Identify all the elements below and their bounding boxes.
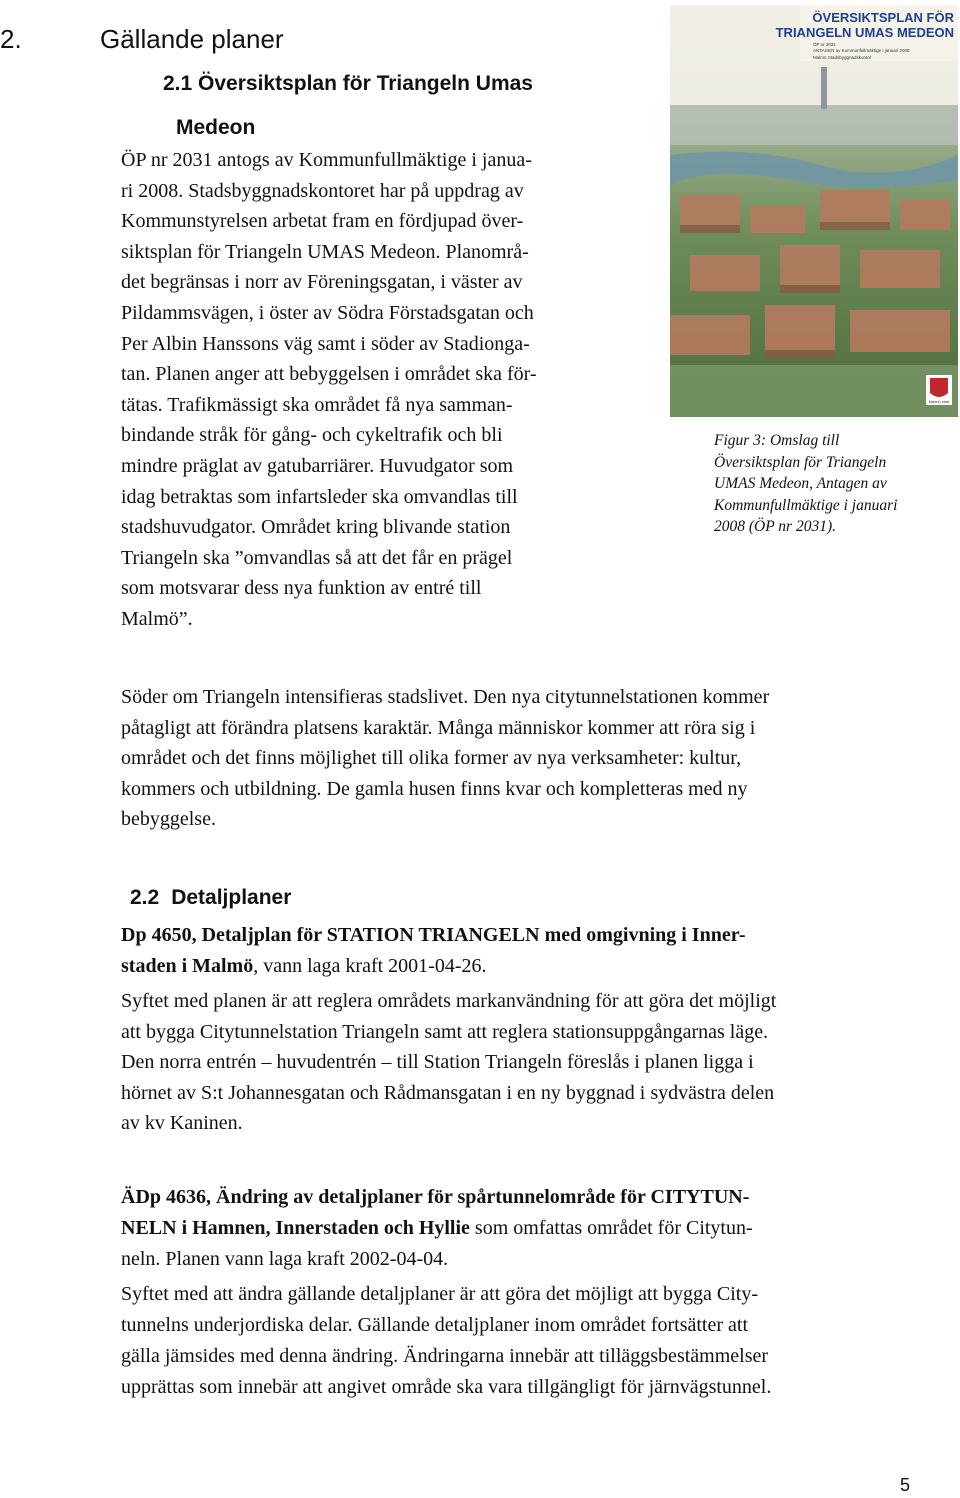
section-2-1-title-cont: Medeon (176, 116, 256, 139)
paragraph-line: området och det finns möjlighet till olika former av nya verksamheter: kultur, (121, 747, 742, 769)
cover-small-line1: ÖP nr 2031 (813, 42, 836, 47)
paragraph-line: mindre präglat av gatubarriärer. Huvudgator som (121, 455, 514, 477)
dp4650-date: , vann laga kraft 2001-04-26. (253, 955, 487, 977)
paragraph-line: upprättas som innebär att angivet område ska vara tillgängligt för järnvägstunnel. (121, 1376, 772, 1398)
paragraph-line: Den norra entrén – huvudentrén – till Station Triangeln föreslås i planen ligga i (121, 1051, 754, 1073)
adp4636-title-rest: som omfattas området för Citytun- (469, 1217, 753, 1239)
paragraph-line: kommers och utbildning. De gamla husen finns kvar och kompletteras med ny (121, 777, 748, 800)
paragraph-line: ÖP nr 2031 antogs av Kommunfullmäktige i janua- (121, 149, 532, 171)
section-2-2-title: Detaljplaner (171, 886, 292, 909)
cover-logo-text: Malmö stad (928, 399, 950, 404)
paragraph-line: att bygga Citytunnelstation Triangeln samt att reglera stationsuppgångarnas läge. (121, 1020, 769, 1043)
dp4650-title-bold: staden i Malmö (121, 955, 254, 977)
section-2-2-number: 2.2 (130, 886, 160, 909)
dp4650-title-cont (121, 951, 486, 982)
section-2-2-heading (130, 884, 291, 912)
paragraph-line: hörnet av S:t Johannesgatan och Rådmansgatan i en ny byggnad i sydvästra delen (121, 1081, 775, 1104)
paragraph-line: Pildammsvägen, i öster av Södra Förstadsgatan och (121, 302, 534, 324)
figure-caption (714, 430, 954, 538)
paragraph-line: stadshuvudgator. Området kring blivande station (121, 516, 511, 539)
cover-small-line3: Malmö Stadsbyggnadskontor (813, 55, 872, 60)
paragraph-line: Syftet med att ändra gällande detaljplaner är att göra det möjligt att bygga City- (121, 1283, 759, 1305)
plan-cover-image (670, 5, 958, 417)
paragraph-line: tätas. Trafikmässigt ska området få nya samman- (121, 393, 513, 416)
paragraph-line: påtagligt att förändra platsens karaktär. Många människor kommer att röra sig i (121, 716, 756, 739)
malmo-logo-icon (930, 378, 948, 397)
paragraph-line: tunnelns underjordiska delar. Gällande detaljplaner inom området fortsätter att (121, 1314, 749, 1336)
cover-title-line2: TRIANGELN UMAS MEDEON (775, 25, 954, 40)
cover-small-line2: ANTAGEN av Kommunfullmäktige i januari 2008 (813, 48, 910, 53)
cover-illustration (670, 5, 958, 417)
adp4636-title-cont (121, 1213, 753, 1244)
paragraph-line: av kv Kaninen. (121, 1112, 243, 1134)
paragraph-line: siktsplan för Triangeln UMAS Medeon. Planområ- (121, 240, 529, 263)
paragraph-line: bebyggelse. (121, 808, 216, 830)
paragraph-line: Syftet med planen är att reglera områdets markanvändning för att göra det möjligt (121, 990, 777, 1012)
figure-caption-line: Översiktsplan för Triangeln (714, 453, 887, 471)
paragraph-line: ri 2008. Stadsbyggnadskontoret har på uppdrag av (121, 179, 524, 202)
paragraph-line: idag betraktas som infartsleder ska omvandlas till (121, 485, 518, 508)
paragraph-line: det begränsas i norr av Föreningsgatan, i väster av (121, 271, 523, 294)
tower-icon (821, 67, 827, 109)
section-2-1-title: 2.1 Översiktsplan för Triangeln Umas (163, 72, 533, 95)
chapter-title: Gällande planer (100, 24, 284, 54)
adp4636-title-bold: NELN i Hamnen, Innerstaden och Hyllie (121, 1217, 470, 1239)
paragraph-line: Kommunstyrelsen arbetat fram en fördjupad över- (121, 210, 524, 233)
adp4636-date: neln. Planen vann laga kraft 2002-04-04. (121, 1248, 449, 1270)
chapter-number: 2. (0, 24, 22, 54)
dp4650-title: Dp 4650, Detaljplan för STATION TRIANGELN med omgivning i Inner- (121, 924, 746, 946)
figure-caption-line: Figur 3: Omslag till (714, 432, 840, 449)
page-number: 5 (899, 1475, 910, 1495)
figure-caption-line: UMAS Medeon, Antagen av (714, 475, 887, 492)
figure-caption-line: 2008 (ÖP nr 2031). (714, 518, 836, 535)
paragraph-line: som motsvarar dess nya funktion av entré till (121, 577, 482, 600)
paragraph-line: Triangeln ska ”omvandlas så att det får en prägel (121, 546, 513, 569)
cover-title-line1: ÖVERSIKTSPLAN FÖR (812, 10, 954, 25)
adp4636-title: ÄDp 4636, Ändring av detaljplaner för spårtunnelområde för CITYTUN- (121, 1186, 750, 1208)
paragraph-line: Malmö”. (121, 608, 193, 630)
paragraph-line: Per Albin Hanssons väg samt i söder av Stadionga- (121, 332, 530, 355)
chapter-heading (0, 22, 284, 56)
paragraph-line: tan. Planen anger att bebyggelsen i området ska för- (121, 363, 537, 386)
paragraph-line: gälla jämsides med denna ändring. Ändringarna innebär att tilläggsbestämmelser (121, 1345, 769, 1367)
paragraph-line: Söder om Triangeln intensifieras stadslivet. Den nya citytunnelstationen kommer (121, 686, 770, 708)
figure-caption-line: Kommunfullmäktige i januari (714, 496, 898, 514)
paragraph-line: bindande stråk för gång- och cykeltrafik och bli (121, 424, 503, 447)
